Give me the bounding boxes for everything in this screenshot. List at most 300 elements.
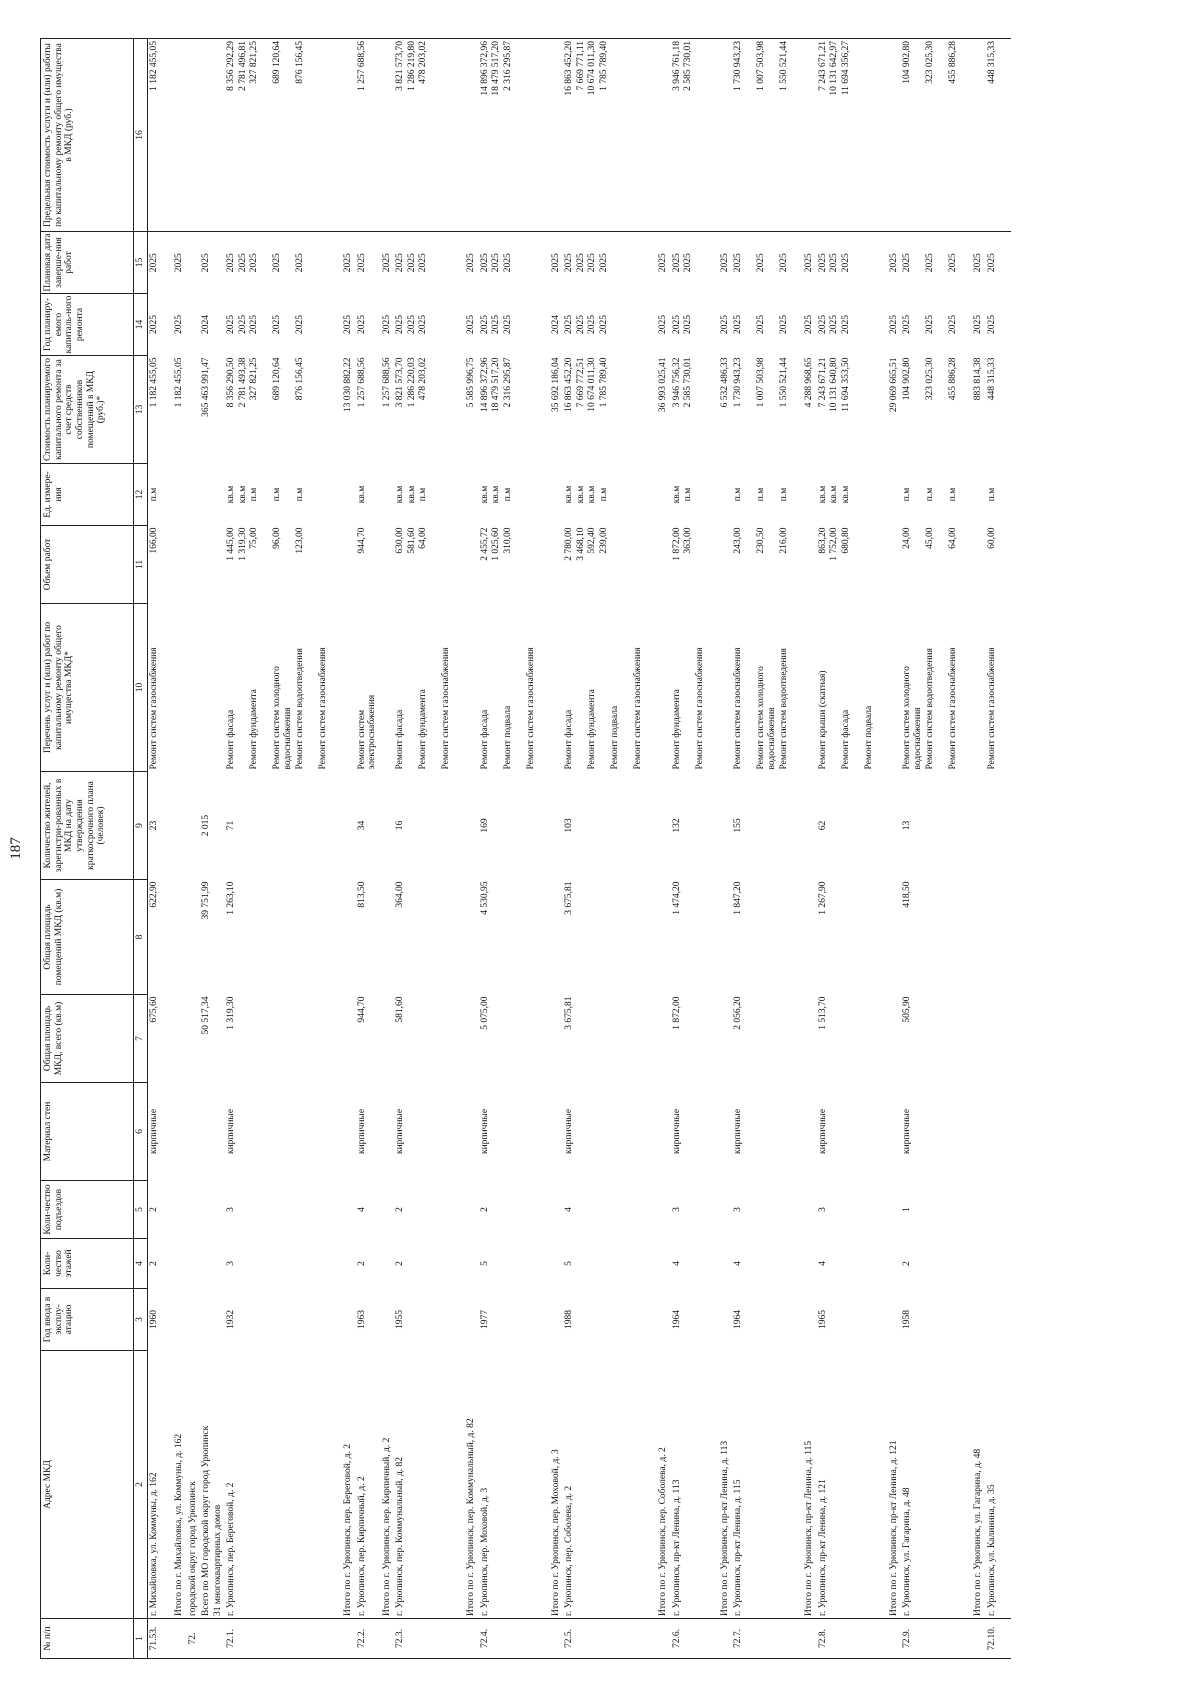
year-built: 1932 — [226, 1310, 236, 1329]
unit — [803, 464, 817, 526]
work-item: Ремонт систем газоснабжения — [441, 647, 451, 770]
limit-cost-line: 7 669 771,11 — [575, 41, 586, 91]
limit-cost-line: 2 781 496,81 — [237, 41, 248, 91]
work-volume-line — [768, 528, 780, 602]
limit-cost — [972, 39, 986, 232]
year-built: 1958 — [902, 1310, 912, 1329]
limit-cost — [465, 39, 479, 232]
work-volume-line: 2 455,72 — [479, 527, 490, 561]
completion-date-line — [261, 234, 273, 292]
repair-year — [972, 294, 986, 356]
completion-date-line: 2025 — [779, 253, 789, 273]
completion-date — [901, 232, 972, 294]
repair-year-line — [914, 296, 926, 354]
completion-date — [563, 232, 657, 294]
entrances: 4 — [564, 1207, 574, 1212]
works-list — [563, 604, 657, 772]
column-number-7: 7 — [134, 995, 148, 1083]
limit-cost-line: 876 156,45 — [295, 41, 305, 84]
repair-year-line: 2025 — [502, 315, 513, 334]
unit-line: п.м — [272, 487, 282, 502]
cost — [732, 356, 803, 464]
address — [657, 1351, 671, 1619]
cost — [356, 356, 381, 464]
address — [901, 1351, 972, 1619]
year-built — [342, 1289, 356, 1351]
unit-line: п.м — [295, 487, 305, 502]
cost-line: 16 863 452,20 — [564, 357, 574, 413]
limit-cost-line — [745, 41, 757, 229]
limit-cost — [342, 39, 356, 232]
unit — [394, 464, 465, 526]
cost-line: 455 886,28 — [948, 357, 958, 401]
repair-year-line: 2025 — [491, 315, 501, 334]
address — [732, 1351, 803, 1619]
row-number: 72.6. — [671, 1619, 719, 1659]
wall-material: кирпичные — [564, 1108, 574, 1155]
unit-line: кв.м — [226, 485, 236, 504]
works-list — [972, 604, 986, 772]
works-list — [148, 604, 174, 772]
limit-cost-line — [768, 41, 780, 229]
unit — [888, 464, 902, 526]
limit-cost — [657, 39, 671, 232]
cost-line — [261, 358, 273, 462]
total-area: 3 675,81 — [564, 996, 574, 1030]
work-volume — [671, 526, 719, 604]
address-line: г. Урюпинск, пер. Коммунальный, д. 82 — [395, 1457, 405, 1616]
cost — [719, 356, 733, 464]
table-row — [356, 39, 381, 1659]
total-area: 1 319,30 — [226, 996, 236, 1030]
floors — [200, 1239, 225, 1289]
column-header-6: Материал стен — [41, 1083, 134, 1181]
wall-material — [657, 1083, 671, 1181]
address — [719, 1351, 733, 1619]
address-line: г. Урюпинск, пр-кт Ленина, д. 121 — [817, 1479, 828, 1616]
cost-line: 1 785 789,40 — [598, 357, 609, 408]
row-number — [719, 1619, 733, 1659]
wall-material — [550, 1083, 564, 1181]
limit-cost-line: 14 896 372,96 — [479, 41, 490, 96]
limit-cost-line: 689 120,64 — [272, 41, 282, 84]
column-number-9: 9 — [134, 772, 148, 880]
table-row-subtotal — [200, 39, 225, 1659]
completion-date — [187, 232, 201, 294]
premises-area: 1 847,20 — [733, 881, 743, 915]
work-volume — [972, 526, 986, 604]
row-number — [888, 1619, 902, 1659]
unit — [986, 464, 1011, 526]
limit-cost-line: 8 356 292,29 — [226, 41, 236, 91]
works-list — [394, 604, 465, 772]
unit-line: кв.м — [395, 485, 405, 504]
address — [148, 1351, 174, 1619]
column-header-7: Общая площадь МКД, всего (кв.м) — [41, 995, 134, 1083]
work-item: Ремонт систем водоотведения — [925, 648, 935, 770]
work-volume-line: 863,20 — [817, 527, 828, 554]
repair-year-line: 2025 — [149, 315, 159, 334]
work-item: Ремонт систем водоотведения — [295, 648, 305, 770]
repair-year-line: 2025 — [295, 315, 305, 334]
limit-cost-line: 18 479 517,20 — [491, 41, 501, 96]
works-list — [173, 604, 187, 772]
total-area: 1 872,00 — [671, 996, 682, 1030]
work-volume-line: 239,00 — [598, 527, 609, 554]
completion-date — [381, 232, 395, 294]
table-row — [901, 39, 972, 1659]
repair-year-line: 2025 — [671, 315, 682, 334]
row-number: 72.9. — [901, 1619, 972, 1659]
entrances — [381, 1181, 395, 1239]
limit-cost — [888, 39, 902, 232]
column-number-2: 2 — [134, 1351, 148, 1619]
repair-year — [187, 294, 201, 356]
address-line: Всего по МО городской округ город Урюпинск — [201, 1425, 211, 1616]
premises-area — [381, 880, 395, 995]
work-item: Ремонт систем водоотведения — [779, 648, 789, 770]
wall-material: кирпичные — [356, 1108, 367, 1155]
address — [381, 1351, 395, 1619]
work-item: Ремонт систем газоснабжения — [525, 647, 536, 770]
wall-material: кирпичные — [395, 1108, 405, 1155]
works-list — [986, 604, 1011, 772]
address — [972, 1351, 986, 1619]
entrances — [719, 1181, 733, 1239]
completion-date — [671, 232, 719, 294]
repair-year — [225, 294, 342, 356]
completion-date — [465, 232, 479, 294]
cost-line — [914, 358, 926, 462]
premises-area — [719, 880, 733, 995]
address-line: г. Урюпинск, пр-кт Ленина, д. 115 — [733, 1479, 743, 1616]
entrances — [986, 1181, 1011, 1239]
wall-material — [803, 1083, 817, 1181]
address — [803, 1351, 817, 1619]
repair-year-line: 2025 — [237, 315, 248, 334]
completion-date-line: 2025 — [829, 253, 839, 273]
cost — [173, 356, 187, 464]
completion-date-line — [768, 234, 780, 292]
row-number — [972, 1619, 986, 1659]
residents: 13 — [902, 820, 912, 831]
residents: 16 — [395, 820, 405, 831]
residents: 2 015 — [201, 814, 211, 837]
completion-date — [972, 232, 986, 294]
repair-year — [394, 294, 465, 356]
work-volume-line: 123,00 — [295, 527, 305, 554]
floors — [719, 1239, 733, 1289]
column-header-11: Объем работ — [41, 526, 134, 604]
year-built: 1988 — [564, 1310, 574, 1329]
residents: 23 — [149, 820, 159, 831]
cost-line — [768, 358, 780, 462]
completion-date — [356, 232, 381, 294]
work-volume-line: 230,50 — [756, 527, 766, 554]
work-volume — [901, 526, 972, 604]
work-volume — [479, 526, 550, 604]
table-row-subtotal — [173, 39, 187, 1659]
residents: 132 — [671, 818, 682, 833]
repair-year — [901, 294, 972, 356]
year-built: 1963 — [356, 1310, 367, 1329]
entrances: 3 — [226, 1207, 236, 1212]
total-area — [465, 995, 479, 1083]
residents — [342, 772, 356, 880]
address-line: Итого по г. Урюпинск, пер. Коммунальный, д. 82 — [466, 1418, 476, 1616]
work-item: Ремонт подвала — [502, 705, 513, 770]
wall-material — [200, 1083, 225, 1181]
unit — [187, 464, 201, 526]
address — [479, 1351, 550, 1619]
row-number: 72.2. — [356, 1619, 381, 1659]
wall-material — [888, 1083, 902, 1181]
completion-date-line: 2025 — [902, 253, 912, 273]
unit — [817, 464, 888, 526]
entrances: 3 — [671, 1207, 682, 1212]
work-volume-line: 944,70 — [356, 527, 367, 554]
floors — [657, 1239, 671, 1289]
completion-date-line: 2025 — [804, 253, 814, 273]
table-row-subtotal — [381, 39, 395, 1659]
column-header-14: Год планиру-емого капиталь-ного ремонта — [41, 294, 134, 356]
row-number: 72. — [187, 1619, 201, 1659]
cost — [187, 356, 201, 464]
cost-line: 104 902,80 — [902, 357, 912, 401]
entrances — [342, 1181, 356, 1239]
address-line: Итого по г. Урюпинск, пр-кт Ленина, д. 113 — [719, 1440, 730, 1616]
completion-date-line: 2025 — [395, 253, 405, 273]
work-item: Ремонт фундамента — [587, 689, 597, 770]
cost-line: 448 315,33 — [986, 357, 997, 401]
limit-cost — [719, 39, 733, 232]
address-line: Итого по г. Урюпинск, пр-кт Ленина, д. 115 — [804, 1440, 814, 1616]
cost-line: 6 532 486,33 — [719, 357, 730, 408]
entrances: 2 — [479, 1207, 490, 1212]
repair-year-line: 2025 — [564, 315, 574, 334]
column-header-3: Год ввода в эксплу-атацию — [41, 1289, 134, 1351]
completion-date-line: 2025 — [973, 253, 983, 273]
repair-year-line: 2025 — [249, 315, 259, 334]
entrances — [888, 1181, 902, 1239]
unit — [972, 464, 986, 526]
cost — [342, 356, 356, 464]
cost-line: 35 692 186,04 — [550, 357, 561, 413]
floors — [465, 1239, 479, 1289]
limit-cost — [148, 39, 174, 232]
work-volume-line: 3 468,10 — [575, 527, 586, 561]
cost — [657, 356, 671, 464]
limit-cost — [817, 39, 888, 232]
repair-year — [465, 294, 479, 356]
repair-year-line: 2025 — [479, 315, 490, 334]
work-item: Ремонт систем холодного водоснабжения — [756, 666, 777, 770]
row-number — [381, 1619, 395, 1659]
work-volume — [465, 526, 479, 604]
completion-date-line: 2025 — [756, 253, 766, 273]
wall-material — [342, 1083, 356, 1181]
cost — [986, 356, 1011, 464]
repair-year-line: 2025 — [973, 315, 983, 334]
completion-date-line — [914, 234, 926, 292]
row-number: 72.5. — [563, 1619, 657, 1659]
completion-date-line: 2025 — [719, 253, 730, 273]
works-list — [479, 604, 550, 772]
column-number-11: 11 — [134, 526, 148, 604]
address — [986, 1351, 1011, 1619]
repair-year-line: 2025 — [272, 315, 282, 334]
address-line: г. Урюпинск, ул. Гагарина, д. 48 — [902, 1487, 912, 1616]
repair-year — [200, 294, 225, 356]
completion-date — [148, 232, 174, 294]
residents: 71 — [226, 820, 236, 831]
floors: 2 — [356, 1261, 367, 1266]
limit-cost-line: 2 316 295,87 — [502, 41, 513, 91]
completion-date — [173, 232, 187, 294]
wall-material: кирпичные — [671, 1108, 682, 1155]
column-header-8: Общая площадь помещений МКД (кв.м) — [41, 880, 134, 995]
work-volume-line: 1 445,00 — [226, 527, 236, 561]
work-volume-line: 310,00 — [502, 527, 513, 554]
premises-area: 1 263,10 — [226, 881, 236, 915]
limit-cost — [381, 39, 395, 232]
wall-material — [719, 1083, 733, 1181]
address-line: Итого по г. Урюпинск, ул. Гагарина, д. 48 — [973, 1448, 983, 1616]
repair-year-line: 2025 — [658, 315, 668, 334]
work-volume-line: 75,00 — [249, 527, 259, 549]
total-area — [550, 995, 564, 1083]
wall-material — [986, 1083, 1011, 1181]
works-list — [901, 604, 972, 772]
limit-cost-line: 327 821,25 — [249, 41, 259, 84]
unit-line: п.м — [925, 487, 935, 502]
address — [465, 1351, 479, 1619]
cost — [972, 356, 986, 464]
repair-year — [888, 294, 902, 356]
repair-year — [671, 294, 719, 356]
completion-date-line: 2025 — [356, 253, 367, 273]
completion-date-line: 2025 — [986, 253, 997, 273]
repair-year — [803, 294, 817, 356]
cost-line: 5 585 996,75 — [466, 357, 476, 408]
work-volume-line — [937, 528, 949, 602]
premises-area — [657, 880, 671, 995]
unit — [225, 464, 342, 526]
residents — [803, 772, 817, 880]
limit-cost-line: 1 785 789,40 — [598, 41, 609, 91]
cost — [550, 356, 564, 464]
row-number: 72.10. — [986, 1619, 1011, 1659]
cost-line: 689 120,64 — [272, 357, 282, 401]
year-built — [719, 1289, 733, 1351]
works-list — [671, 604, 719, 772]
work-volume-line: 2 780,00 — [564, 527, 574, 561]
repair-year-line: 2025 — [829, 315, 839, 334]
premises-area: 1 474,20 — [671, 881, 682, 915]
cost — [817, 356, 888, 464]
year-built — [173, 1289, 187, 1351]
table-row-subtotal — [657, 39, 671, 1659]
cost-line: 327 821,25 — [249, 357, 259, 401]
address-line: г. Урюпинск, пер. Моховой, д. 3 — [479, 1487, 490, 1616]
unit — [657, 464, 671, 526]
repair-year-line: 2025 — [356, 315, 367, 334]
work-item: Ремонт систем газоснабжения — [948, 647, 958, 770]
column-header-4: Коли-чество этажей — [41, 1239, 134, 1289]
completion-date-line: 2025 — [502, 253, 513, 273]
limit-cost — [479, 39, 550, 232]
unit-line: п.м — [948, 487, 958, 502]
limit-cost — [803, 39, 817, 232]
repair-year — [381, 294, 395, 356]
total-area — [972, 995, 986, 1083]
completion-date-line — [745, 234, 757, 292]
wall-material: кирпичные — [902, 1108, 912, 1155]
table-row — [394, 39, 465, 1659]
total-area — [173, 995, 187, 1083]
residents — [173, 772, 187, 880]
entrances: 2 — [395, 1207, 405, 1212]
cost-line: 7 243 671,21 — [817, 357, 828, 408]
column-number-8: 8 — [134, 880, 148, 995]
floors: 3 — [226, 1261, 236, 1266]
column-header-1: № п/п — [41, 1619, 134, 1659]
floors: 4 — [817, 1261, 828, 1266]
repair-year-line: 2025 — [598, 315, 609, 334]
work-volume-line: 1 752,00 — [829, 527, 839, 561]
limit-cost-line: 11 694 356,27 — [840, 41, 851, 96]
work-item: Ремонт систем газоснабжения — [633, 647, 643, 770]
premises-area — [972, 880, 986, 995]
column-number-6: 6 — [134, 1083, 148, 1181]
completion-date-line: 2025 — [671, 253, 682, 273]
completion-date-line: 2025 — [406, 253, 417, 273]
cost-line — [745, 358, 757, 462]
address — [888, 1351, 902, 1619]
floors — [972, 1239, 986, 1289]
wall-material — [187, 1083, 201, 1181]
cost-line: 18 479 517,20 — [491, 357, 501, 413]
unit-line: п.м — [733, 487, 743, 502]
repair-year — [719, 294, 733, 356]
residents — [888, 772, 902, 880]
repair-year — [356, 294, 381, 356]
entrances — [200, 1181, 225, 1239]
completion-date-line: 2025 — [272, 253, 282, 273]
work-item: Ремонт фасада — [395, 709, 405, 770]
limit-cost — [225, 39, 342, 232]
premises-area — [803, 880, 817, 995]
residents — [465, 772, 479, 880]
premises-area — [465, 880, 479, 995]
cost — [901, 356, 972, 464]
total-area — [657, 995, 671, 1083]
repair-year — [550, 294, 564, 356]
unit-line: кв.м — [840, 485, 851, 504]
entrances: 3 — [817, 1207, 828, 1212]
limit-cost-line: 1 182 455,05 — [149, 41, 159, 91]
cost-line: 1 257 688,56 — [381, 357, 392, 408]
address-line: 31 многоквартирных домов — [212, 1504, 223, 1616]
limit-cost-line: 10 674 011,30 — [587, 41, 597, 96]
work-volume-line: 243,00 — [733, 527, 743, 554]
total-area: 944,70 — [356, 996, 367, 1023]
work-item: Ремонт систем холодного водоснабжения — [272, 666, 293, 770]
wall-material: кирпичные — [817, 1108, 828, 1155]
year-built — [972, 1289, 986, 1351]
column-number-12: 12 — [134, 464, 148, 526]
premises-area: 4 530,95 — [479, 881, 490, 915]
